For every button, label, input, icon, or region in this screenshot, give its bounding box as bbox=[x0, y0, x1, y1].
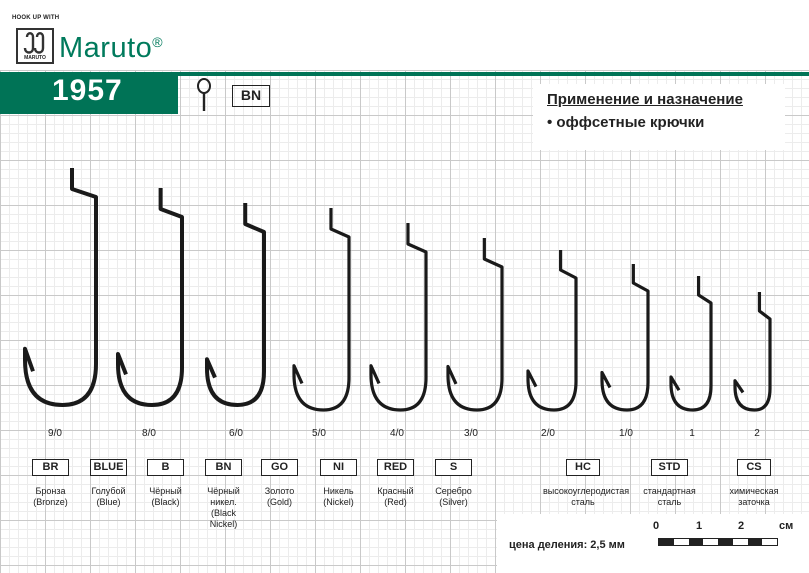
hook-1-0 bbox=[602, 264, 648, 410]
usage-title: Применение и назначение bbox=[547, 91, 743, 108]
finish-bn-description: Чёрный никел. (Black Nickel) bbox=[207, 486, 240, 529]
size-label: 2/0 bbox=[541, 428, 555, 439]
finish-go-description: Золото (Gold) bbox=[264, 486, 295, 507]
size-label: 8/0 bbox=[142, 428, 156, 439]
model-number: 1957 bbox=[52, 74, 123, 107]
size-label: 3/0 bbox=[464, 428, 478, 439]
size-label: 1 bbox=[689, 428, 695, 439]
size-label: 1/0 bbox=[619, 428, 633, 439]
size-label: 4/0 bbox=[390, 428, 404, 439]
size-label: 5/0 bbox=[312, 428, 326, 439]
scale-panel bbox=[497, 514, 809, 573]
size-label: 9/0 bbox=[48, 428, 62, 439]
finish-s-badge: S bbox=[435, 459, 472, 476]
finish-bn-badge: BN bbox=[205, 459, 242, 476]
finish-red-description: Красный (Red) bbox=[377, 486, 414, 507]
brand-name: Maruto® bbox=[59, 32, 164, 64]
hook-2-0 bbox=[528, 250, 576, 410]
finish-b-description: Чёрный (Black) bbox=[149, 486, 182, 507]
finish-red-badge: RED bbox=[377, 459, 414, 476]
feature-cs-description: химическая заточка bbox=[729, 486, 779, 507]
size-label: 2 bbox=[754, 428, 760, 439]
hook-9-0 bbox=[25, 168, 96, 405]
logo-mark-text: MARUTO bbox=[24, 55, 46, 61]
finish-blue-description: Голубой (Blue) bbox=[91, 486, 126, 507]
feature-std-description: стандартная сталь bbox=[643, 486, 696, 507]
feature-hc-badge: HC bbox=[566, 459, 600, 476]
feature-cs-badge: CS bbox=[737, 459, 771, 476]
feature-hc-description: высокоуглеродистая сталь bbox=[543, 486, 630, 507]
hook-3-0 bbox=[448, 238, 502, 410]
brand-tagline: HOOK UP WITH bbox=[12, 15, 60, 21]
hook-6-0 bbox=[207, 203, 264, 405]
finish-blue-badge: BLUE bbox=[90, 459, 127, 476]
scale-ruler bbox=[658, 538, 778, 546]
scale-tick-0: 0 bbox=[653, 520, 660, 532]
scale-label: цена деления: 2,5 мм bbox=[509, 539, 625, 551]
hook-1 bbox=[671, 276, 711, 410]
size-label: 6/0 bbox=[229, 428, 243, 439]
finish-code-badge: BN bbox=[232, 85, 270, 107]
finish-ni-description: Никель (Nickel) bbox=[323, 486, 354, 507]
hook-5-0 bbox=[294, 208, 349, 410]
registered-mark: ® bbox=[152, 34, 164, 50]
finish-go-badge: GO bbox=[261, 459, 298, 476]
finish-b-badge: B bbox=[147, 459, 184, 476]
feature-std-badge: STD bbox=[651, 459, 688, 476]
scale-tick-2: 2 bbox=[738, 520, 745, 532]
finish-ni-badge: NI bbox=[320, 459, 357, 476]
finish-br-badge: BR bbox=[32, 459, 69, 476]
finish-br-description: Бронза (Bronze) bbox=[33, 486, 68, 507]
hook-8-0 bbox=[118, 188, 182, 405]
scale-tick-1: 1 bbox=[696, 520, 703, 532]
finish-s-description: Серебро (Silver) bbox=[435, 486, 472, 507]
usage-item: • оффсетные крючки bbox=[547, 114, 705, 131]
scale-unit: см bbox=[779, 520, 794, 532]
hook-4-0 bbox=[371, 223, 426, 410]
hook-2 bbox=[735, 292, 770, 410]
